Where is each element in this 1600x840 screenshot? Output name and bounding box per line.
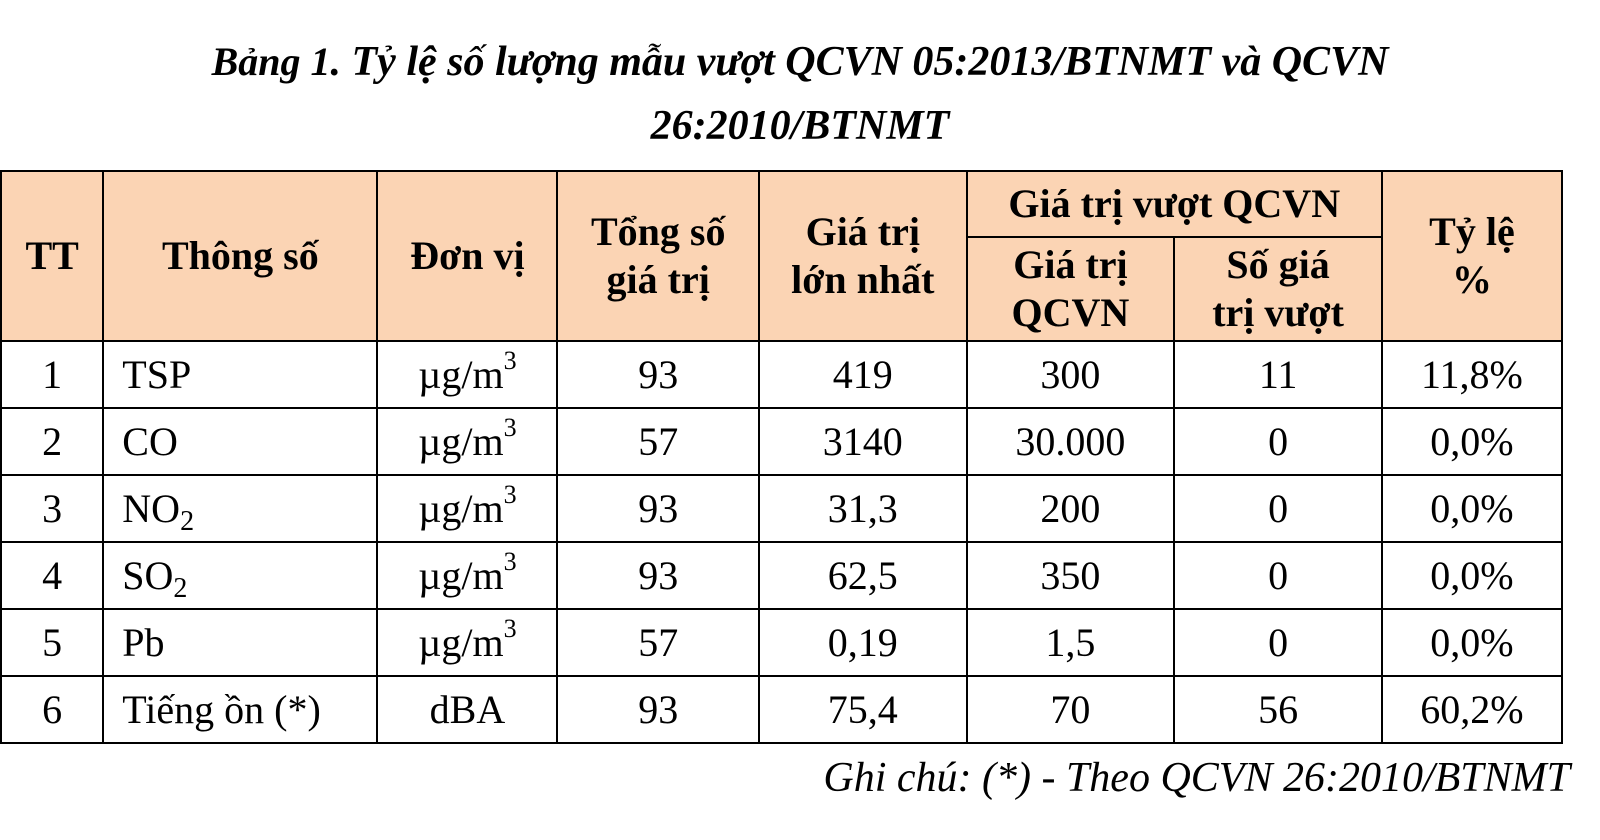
table-row (1, 542, 1562, 609)
header-qcvn-value (967, 237, 1175, 341)
cell-qcvn-value: 350 (967, 542, 1175, 609)
table-caption (0, 30, 1600, 158)
cell-max-value: 419 (759, 341, 967, 408)
caption-line-1 (0, 30, 1600, 94)
table-body (1, 341, 1562, 743)
header-exceed-count-line1: Số giá (1226, 242, 1330, 287)
param-base: TSP (122, 351, 192, 397)
table-row (1, 475, 1562, 542)
header-total-count-line1: Tổng số (590, 209, 726, 254)
cell-unit (377, 609, 557, 676)
unit-superscript: 3 (503, 480, 517, 510)
table-row (1, 676, 1562, 743)
cell-total-count: 93 (557, 676, 759, 743)
cell-unit (377, 408, 557, 475)
cell-ratio: 0,0% (1382, 408, 1562, 475)
unit-superscript: 3 (503, 614, 517, 644)
header-exceed-group: Giá trị vượt QCVN (967, 171, 1382, 237)
param-base: Pb (122, 619, 165, 665)
cell-total-count: 93 (557, 542, 759, 609)
unit-superscript: 3 (503, 413, 517, 443)
header-total-count-line2: giá trị (606, 257, 710, 302)
cell-total-count: 93 (557, 475, 759, 542)
unit-superscript: 3 (503, 346, 517, 376)
unit-base: dBA (429, 686, 506, 732)
cell-exceed-count: 0 (1174, 408, 1382, 475)
cell-tt: 5 (1, 609, 103, 676)
header-qcvn-value-line2: QCVN (1011, 290, 1130, 335)
cell-total-count: 57 (557, 408, 759, 475)
cell-tt: 4 (1, 542, 103, 609)
cell-exceed-count: 56 (1174, 676, 1382, 743)
cell-qcvn-value: 1,5 (967, 609, 1175, 676)
cell-parameter (103, 676, 377, 743)
header-max-value-line1: Giá trị (805, 209, 920, 254)
cell-qcvn-value: 70 (967, 676, 1175, 743)
cell-qcvn-value: 300 (967, 341, 1175, 408)
header-unit: Đơn vị (377, 171, 557, 341)
cell-max-value: 62,5 (759, 542, 967, 609)
cell-parameter (103, 609, 377, 676)
header-ratio-line2: % (1451, 257, 1492, 302)
cell-total-count: 93 (557, 341, 759, 408)
table-row (1, 609, 1562, 676)
header-ratio-line1: Tỷ lệ (1429, 209, 1515, 254)
table-row (1, 408, 1562, 475)
cell-tt: 1 (1, 341, 103, 408)
cell-max-value: 3140 (759, 408, 967, 475)
unit-base: µg/m (418, 552, 504, 598)
table-note: Ghi chú: (*) - Theo QCVN 26:2010/BTNMT (823, 755, 1570, 801)
header-ratio (1382, 171, 1562, 341)
header-exceed-count-line2: trị vượt (1212, 290, 1344, 335)
unit-base: µg/m (418, 485, 504, 531)
cell-ratio: 11,8% (1382, 341, 1562, 408)
cell-qcvn-value: 200 (967, 475, 1175, 542)
caption-title-part1: . Tỷ lệ số lượng mẫu vượt QCVN 05:2013/BTNMT và QCVN (330, 39, 1389, 85)
cell-ratio: 0,0% (1382, 542, 1562, 609)
cell-exceed-count: 11 (1174, 341, 1382, 408)
cell-unit (377, 341, 557, 408)
cell-unit (377, 676, 557, 743)
cell-max-value: 0,19 (759, 609, 967, 676)
param-base: Tiếng ồn (*) (122, 686, 321, 732)
cell-tt: 6 (1, 676, 103, 743)
cell-ratio: 0,0% (1382, 609, 1562, 676)
unit-base: µg/m (418, 418, 504, 464)
cell-unit (377, 475, 557, 542)
unit-base: µg/m (418, 619, 504, 665)
header-max-value-line2: lớn nhất (791, 257, 935, 302)
cell-tt: 2 (1, 408, 103, 475)
cell-qcvn-value: 30.000 (967, 408, 1175, 475)
cell-unit (377, 542, 557, 609)
header-tt: TT (1, 171, 103, 341)
cell-parameter (103, 341, 377, 408)
data-table (0, 170, 1563, 744)
cell-ratio: 60,2% (1382, 676, 1562, 743)
unit-superscript: 3 (503, 547, 517, 577)
header-total-count (557, 171, 759, 341)
header-exceed-count (1174, 237, 1382, 341)
param-subscript: 2 (180, 505, 195, 537)
cell-exceed-count: 0 (1174, 475, 1382, 542)
param-base: NO (122, 485, 181, 531)
cell-parameter (103, 542, 377, 609)
cell-max-value: 31,3 (759, 475, 967, 542)
table-row (1, 341, 1562, 408)
param-base: CO (122, 418, 178, 464)
cell-total-count: 57 (557, 609, 759, 676)
table-header (1, 171, 1562, 341)
unit-base: µg/m (418, 351, 504, 397)
cell-parameter (103, 475, 377, 542)
caption-title-part2: 26:2010/BTNMT (650, 103, 950, 149)
param-subscript: 2 (173, 572, 188, 604)
cell-exceed-count: 0 (1174, 609, 1382, 676)
param-base: SO (122, 552, 174, 598)
header-qcvn-value-line1: Giá trị (1013, 242, 1128, 287)
header-max-value (759, 171, 967, 341)
cell-parameter (103, 408, 377, 475)
cell-max-value: 75,4 (759, 676, 967, 743)
cell-tt: 3 (1, 475, 103, 542)
cell-exceed-count: 0 (1174, 542, 1382, 609)
cell-ratio: 0,0% (1382, 475, 1562, 542)
caption-label: Bảng 1 (211, 39, 331, 84)
header-parameter: Thông số (103, 171, 377, 341)
